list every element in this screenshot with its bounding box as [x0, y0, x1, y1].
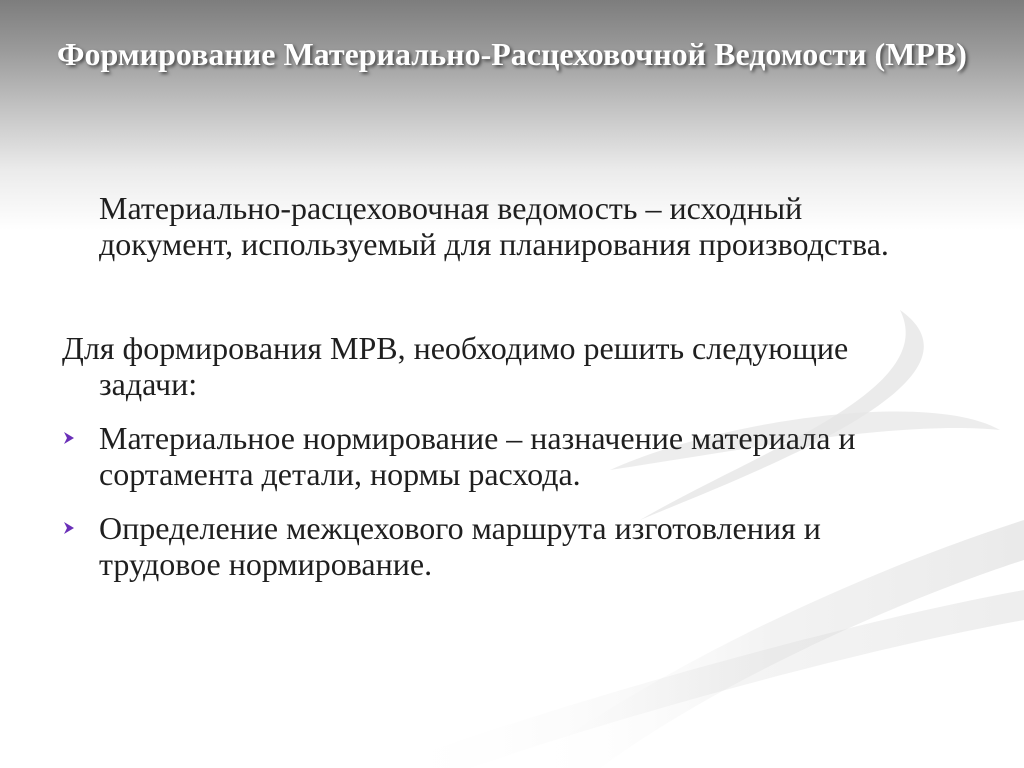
bullet-2-line-2: трудовое нормирование. — [99, 546, 433, 582]
bullet-item-material — [62, 420, 962, 492]
bullet-1-line-2: сортамента детали, нормы расхода. — [99, 456, 581, 492]
arrowhead-bullet-icon — [62, 520, 78, 536]
intro-line-2: задачи: — [99, 366, 198, 402]
bullet-item-route — [62, 510, 962, 582]
slide-title: Формирование Материально-Расцеховочной Ведомости (МРВ) — [57, 36, 967, 72]
intro-line-1: Для формирования МРВ, необходимо решить следующие — [62, 330, 849, 366]
definition-line-2: документ, используемый для планирования производства. — [99, 226, 889, 262]
definition-paragraph — [99, 190, 979, 262]
bullet-1-line-1: Материальное нормирование – назначение материала и — [99, 420, 856, 456]
intro-paragraph — [62, 330, 942, 402]
arrowhead-bullet-icon — [62, 430, 78, 446]
definition-line-1: Материально-расцеховочная ведомость – исходный — [99, 190, 803, 226]
bullet-2-line-1: Определение межцехового маршрута изготовления и — [99, 510, 821, 546]
